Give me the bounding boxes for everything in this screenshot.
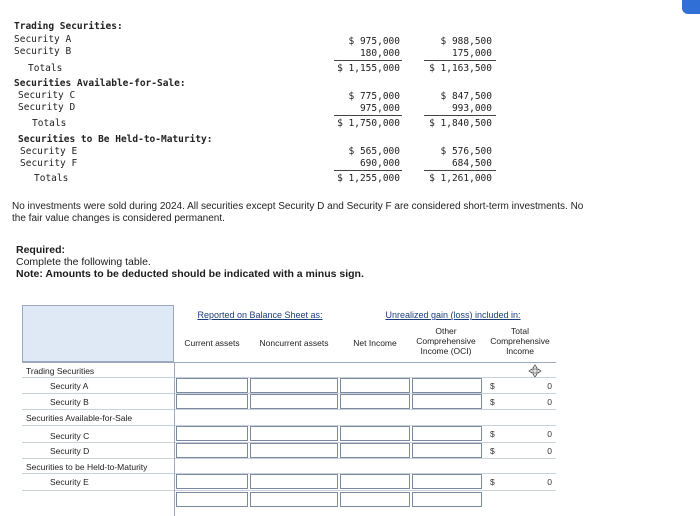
divider	[334, 60, 402, 61]
row-label-security-e: Security E	[50, 477, 89, 487]
security-d-label: Security D	[18, 102, 76, 113]
afs-header: Securities Available-for-Sale:	[14, 78, 186, 89]
security-e-cost: $ 565,000	[348, 146, 400, 157]
col-net-income: Net Income	[353, 338, 397, 348]
totals-cost: $ 1,255,000	[337, 173, 400, 184]
totals-fair: $ 1,840,500	[429, 118, 492, 129]
group-unrealized: Unrealized gain (loss) included in:	[385, 310, 521, 320]
totals-fair: $ 1,163,500	[429, 63, 492, 74]
security-b-oci-input[interactable]	[412, 394, 482, 409]
col-total-line1: Total	[511, 326, 529, 336]
htm-header: Securities to Be Held-to-Maturity:	[18, 134, 213, 145]
security-a-oci-input[interactable]	[412, 378, 482, 393]
total-ci-currency: $	[490, 446, 495, 456]
divider	[334, 170, 402, 171]
security-e-label: Security E	[20, 146, 78, 157]
totals-label: Totals	[34, 173, 69, 184]
row-divider	[22, 490, 556, 491]
problem-statement-cont: the fair value changes is considered permanent.	[12, 213, 225, 224]
header-divider	[22, 362, 556, 363]
problem-statement: No investments were sold during 2024. All securities except Security D and Security F are considered short-term investments. No	[12, 201, 584, 212]
add-row-icon[interactable]	[528, 364, 542, 378]
total-ci-security-b: 0	[547, 397, 552, 407]
security-b-cost: 180,000	[359, 48, 400, 59]
row-label-trading: Trading Securities	[26, 366, 95, 376]
corner-tab[interactable]	[682, 0, 700, 14]
total-ci-currency: $	[490, 397, 495, 407]
security-f-fair: 684,500	[451, 158, 492, 169]
row-label-security-c: Security C	[50, 431, 90, 441]
security-c-net-income-input[interactable]	[340, 426, 410, 441]
totals-cost: $ 1,750,000	[337, 118, 400, 129]
col-oci-line1: Other	[435, 326, 457, 336]
row-divider	[22, 458, 556, 459]
total-ci-currency: $	[490, 381, 495, 391]
security-a-cost: $ 975,000	[348, 36, 400, 47]
col-oci-line3: Income (OCI)	[420, 346, 472, 356]
security-c-label: Security C	[18, 90, 76, 101]
col-current-assets: Current assets	[184, 338, 240, 348]
total-ci-security-e: 0	[547, 477, 552, 487]
security-d-net-income-input[interactable]	[340, 443, 410, 458]
security-f-oci-input[interactable]	[412, 492, 482, 507]
group-balance-sheet: Reported on Balance Sheet as:	[197, 310, 323, 320]
required-heading: Required:	[16, 244, 66, 256]
col-noncurrent-assets: Noncurrent assets	[259, 338, 329, 348]
col-total-line2: Comprehensive	[490, 336, 550, 346]
security-f-label: Security F	[20, 158, 78, 169]
security-b-label: Security B	[14, 46, 72, 57]
note: Note: Amounts to be deducted should be indicated with a minus sign.	[16, 268, 364, 280]
total-ci-currency: $	[490, 477, 495, 487]
security-d-current-assets-input[interactable]	[176, 443, 248, 458]
security-a-label: Security A	[14, 34, 72, 45]
security-d-noncurrent-assets-input[interactable]	[250, 443, 338, 458]
divider	[424, 170, 496, 171]
security-b-noncurrent-assets-input[interactable]	[250, 394, 338, 409]
security-a-current-assets-input[interactable]	[176, 378, 248, 393]
security-e-oci-input[interactable]	[412, 474, 482, 489]
security-e-net-income-input[interactable]	[340, 474, 410, 489]
row-label-afs: Securities Available-for-Sale	[26, 413, 133, 423]
security-a-noncurrent-assets-input[interactable]	[250, 378, 338, 393]
row-label-security-d: Security D	[50, 446, 90, 456]
instructions: Complete the following table.	[16, 256, 151, 268]
security-c-noncurrent-assets-input[interactable]	[250, 426, 338, 441]
security-f-cost: 690,000	[359, 158, 400, 169]
security-c-cost: $ 775,000	[348, 91, 400, 102]
totals-label: Totals	[32, 118, 67, 129]
security-b-fair: 175,000	[451, 48, 492, 59]
security-f-net-income-input[interactable]	[340, 492, 410, 507]
security-e-fair: $ 576,500	[440, 146, 492, 157]
totals-cost: $ 1,155,000	[337, 63, 400, 74]
divider	[334, 115, 402, 116]
security-e-current-assets-input[interactable]	[176, 474, 248, 489]
total-ci-currency: $	[490, 429, 495, 439]
divider	[424, 115, 496, 116]
total-ci-security-c: 0	[547, 429, 552, 439]
security-a-fair: $ 988,500	[440, 36, 492, 47]
security-f-noncurrent-assets-input[interactable]	[250, 492, 338, 507]
row-divider	[22, 409, 556, 410]
divider	[424, 60, 496, 61]
security-b-current-assets-input[interactable]	[176, 394, 248, 409]
security-d-oci-input[interactable]	[412, 443, 482, 458]
security-d-fair: 993,000	[451, 103, 492, 114]
row-label-security-a: Security A	[50, 381, 89, 391]
totals-fair: $ 1,261,000	[429, 173, 492, 184]
total-ci-security-d: 0	[547, 446, 552, 456]
security-c-oci-input[interactable]	[412, 426, 482, 441]
row-label-security-b: Security B	[50, 397, 89, 407]
total-ci-security-a: 0	[547, 381, 552, 391]
row-label-htm: Securities to be Held-to-Maturity	[26, 462, 148, 472]
security-d-cost: 975,000	[359, 103, 400, 114]
security-c-current-assets-input[interactable]	[176, 426, 248, 441]
col-oci-line2: Comprehensive	[416, 336, 476, 346]
security-e-noncurrent-assets-input[interactable]	[250, 474, 338, 489]
totals-label: Totals	[28, 63, 63, 74]
security-b-net-income-input[interactable]	[340, 394, 410, 409]
security-f-current-assets-input[interactable]	[176, 492, 248, 507]
label-column-divider	[174, 362, 175, 516]
trading-header: Trading Securities:	[14, 21, 123, 32]
table-header-blank	[22, 305, 174, 362]
col-total-line3: Income	[506, 346, 534, 356]
security-c-fair: $ 847,500	[440, 91, 492, 102]
security-a-net-income-input[interactable]	[340, 378, 410, 393]
